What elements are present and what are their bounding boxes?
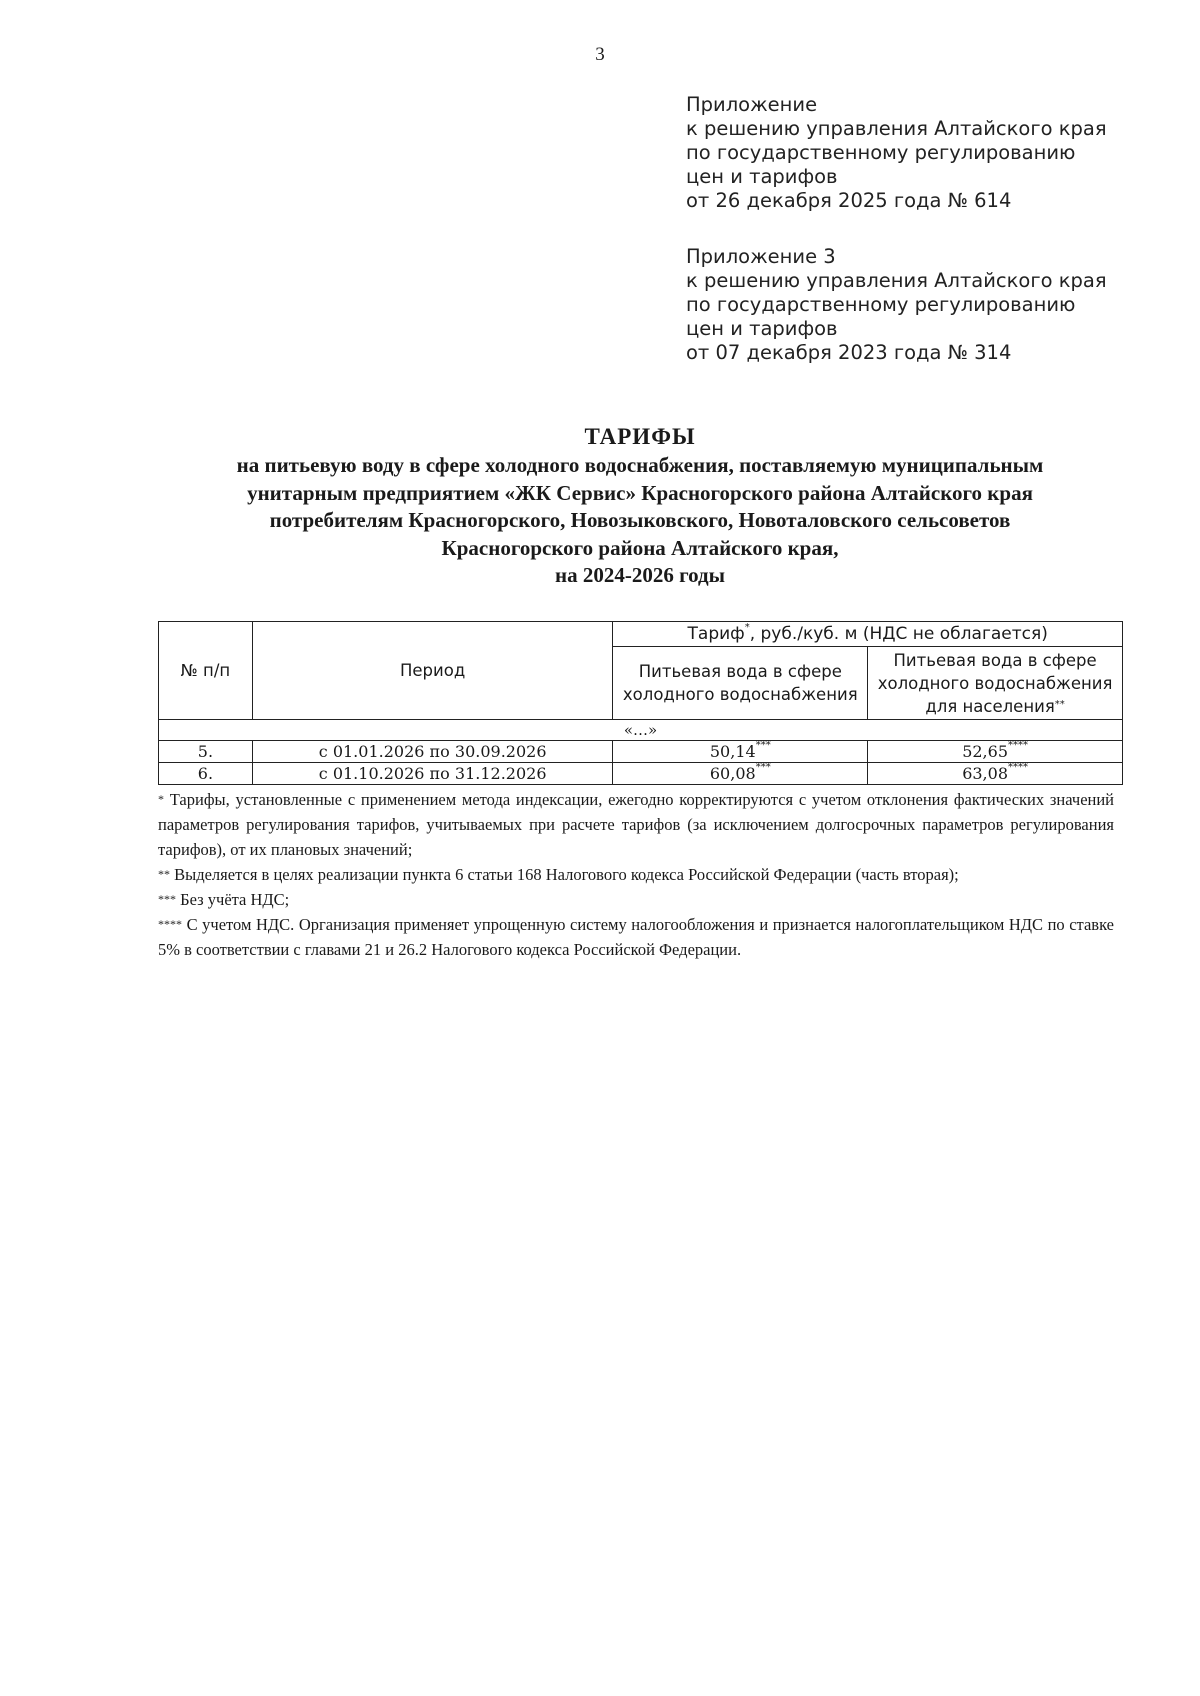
appendix-line: к решению управления Алтайского края [686, 269, 1107, 292]
appendix-line: по государственному регулированию [686, 141, 1076, 164]
row-number: 5. [159, 741, 253, 763]
appendix-current-block [686, 93, 1156, 213]
row-period: с 01.01.2026 по 30.09.2026 [252, 741, 613, 763]
appendix-line: цен и тарифов [686, 165, 838, 188]
title-line: Красногорского района Алтайского края, [441, 535, 839, 560]
appendix-line: от 26 декабря 2025 года № 614 [686, 189, 1012, 212]
column-header-tariff [613, 622, 1123, 647]
page-number: 3 [595, 44, 605, 65]
table-row [159, 741, 1123, 763]
footnote-mark: * [158, 792, 164, 806]
population-header-label: Питьевая вода в сфере холодного водоснабжения для населения [877, 650, 1113, 716]
footnote-mark: ** [158, 867, 170, 881]
footnote-mark: **** [158, 917, 182, 931]
footnotes [158, 787, 1114, 962]
footnote-text: Выделяется в целях реализации пункта 6 статьи 168 Налогового кодекса Российской Федерации (часть вторая); [174, 865, 959, 884]
footnote-mark: *** [158, 892, 176, 906]
row-population-tariff [868, 741, 1123, 763]
row-water-tariff [613, 763, 868, 785]
footnote-text: Без учёта НДС; [180, 890, 290, 909]
footnote-mark: **** [1008, 740, 1028, 751]
footnote [158, 912, 1114, 962]
tariff-table [158, 621, 1123, 785]
document-title: ТАРИФЫ [584, 424, 696, 449]
title-line: потребителям Красногорского, Новозыковского, Новоталовского сельсоветов [269, 508, 1011, 532]
appendix-line: к решению управления Алтайского края [686, 117, 1107, 140]
column-header-period: Период [252, 622, 613, 720]
appendix-line: цен и тарифов [686, 317, 838, 340]
table-row [159, 763, 1123, 785]
footnote-text: Тарифы, установленные с применением метода индексации, ежегодно корректируются с учетом отклонения фактических значений параметров регулирования тарифов, учитываемых при расчете тарифов (за исключением долгосрочных параметров регулирования тарифов), от их плановых значений; [158, 790, 1115, 859]
appendix-line: от 07 декабря 2023 года № 314 [686, 341, 1012, 364]
row-number: 6. [159, 763, 253, 785]
tariff-value: 50,14 [709, 742, 756, 761]
footnote [158, 887, 1114, 912]
footnote-mark: ** [1054, 698, 1065, 710]
footnote-text: С учетом НДС. Организация применяет упрощенную систему налогообложения и признается налогоплательщиком НДС по ставке 5% в соответствии с главами 21 и 26.2 Налогового кодекса Российской Федерации. [158, 915, 1115, 959]
appendix-amended-block [686, 245, 1156, 365]
row-population-tariff [868, 763, 1123, 785]
tariff-value: 60,08 [709, 764, 756, 783]
appendix-line: по государственному регулированию [686, 293, 1076, 316]
title-line: на 2024-2026 годы [554, 563, 726, 587]
footnote-mark: *** [755, 740, 771, 751]
tariff-value: 63,08 [962, 764, 1008, 783]
tariff-value: 52,65 [962, 742, 1008, 761]
row-water-tariff [613, 741, 868, 763]
footnote [158, 787, 1114, 862]
table-ellipsis: «…» [159, 720, 1123, 741]
column-header-water: Питьевая вода в сфере холодного водоснабжения [613, 647, 868, 720]
column-header-water-population [868, 647, 1123, 720]
row-period: с 01.10.2026 по 31.12.2026 [252, 763, 613, 785]
tariff-header-label: Тариф [687, 624, 745, 644]
column-header-number: № п/п [159, 622, 253, 720]
appendix-line: Приложение [686, 93, 818, 116]
footnote-mark: *** [755, 762, 771, 773]
appendix-line: Приложение 3 [686, 245, 836, 268]
footnote-mark: **** [1008, 762, 1028, 773]
document-title-block [120, 422, 1160, 590]
tariff-header-unit: , руб./куб. м (НДС не облагается) [749, 624, 1048, 644]
title-line: на питьевую воду в сфере холодного водоснабжения, поставляемую муниципальным [236, 453, 1044, 477]
title-line: унитарным предприятием «ЖК Сервис» Красногорского района Алтайского края [247, 480, 1033, 505]
footnote-mark: * [744, 622, 750, 633]
footnote [158, 862, 1114, 887]
